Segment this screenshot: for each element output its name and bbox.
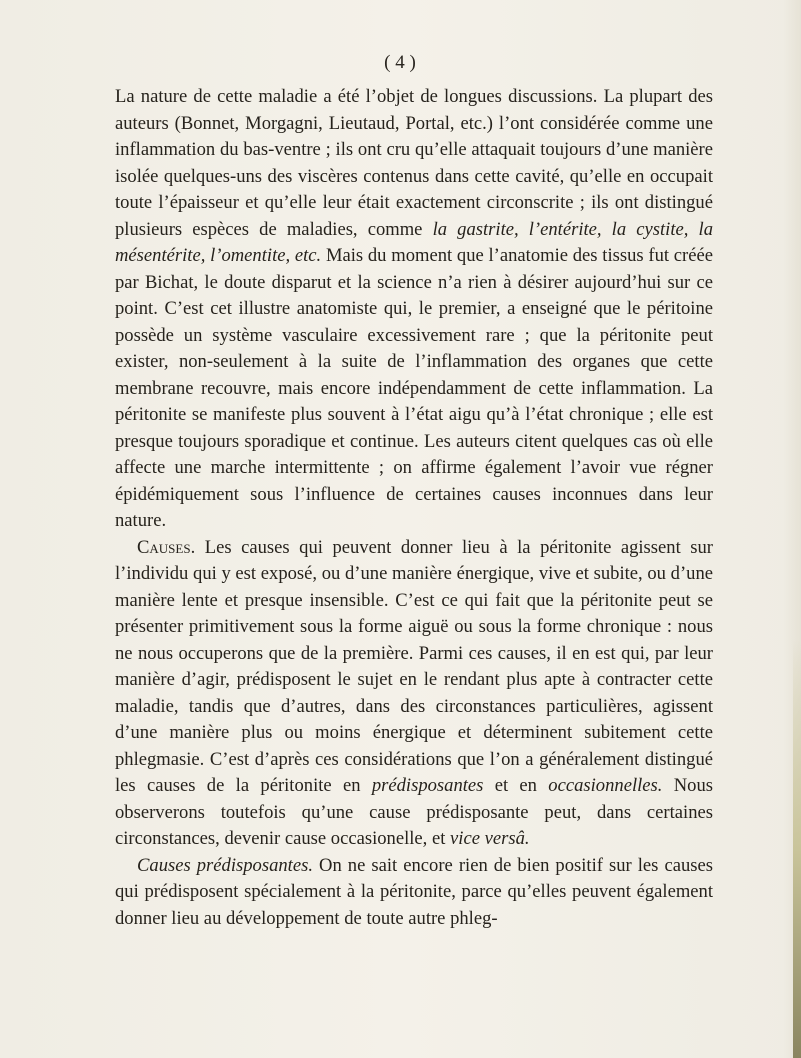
- page-edge-stain: [793, 640, 801, 1058]
- italic-segment: la gastrite, l’entérite, la cystite, la mésentérite, l’omentite, etc.: [115, 218, 713, 266]
- section-heading-causes-predisposantes: Causes prédisposantes.: [137, 854, 313, 876]
- section-heading-causes: Causes.: [137, 536, 196, 558]
- text-segment: Les causes qui peuvent donner lieu à la péritonite agissent sur l’individu qui y est exposé, ou d’une manière énergique, vive et subite, ou d’une manière lente et presque insensible. C’est ce qui fait que la péritonite peut se présenter primitivement sous la forme aiguë ou sous la forme chronique : nous ne nous occuperons que de la première. Parmi ces causes, il en est qui, par leur manière d’agir, prédisposent le sujet en le rendant plus apte à contracter cette maladie, tandis que d’autres, dans des circonstances particulières, agissent d’une manière plus ou moins énergique et déterminent subitement cette phlegmasie. C’est d’après ces considérations que l’on a généralement distingué les causes de la péritonite en: [115, 536, 713, 796]
- italic-segment: vice versâ.: [450, 828, 530, 849]
- paragraph-causes-predisposantes: [115, 853, 713, 933]
- body-text: [115, 84, 713, 932]
- page-number: ( 4 ): [384, 52, 416, 73]
- paragraph-causes: [115, 535, 713, 853]
- text-segment: On ne sait encore rien de bien positif sur les causes qui prédisposent spécialement à la péritonite, parce qu’elles peuvent également donner lieu au développement de toute autre phleg-: [115, 854, 713, 929]
- italic-segment: prédisposantes: [371, 775, 484, 796]
- text-segment: La nature de cette maladie a été l’objet de longues discussions. La plupart des auteurs (Bonnet, Morgagni, Lieutaud, Portal, etc.) l’ont considérée comme une inflammation du bas-ventre ; ils ont cru qu’elle attaquait toujours d’une manière isolée quelques-uns des viscères contenus dans cette cavité, qu’elle en occupait toute l’épaisseur et qu’elle leur était exactement circonscrite ; ils ont distingué plusieurs espèces de maladies, comme: [115, 86, 713, 240]
- paragraph-nature: [115, 84, 713, 535]
- italic-segment: occasionnelles.: [548, 775, 663, 796]
- text-segment: Nous observerons toutefois qu’une cause prédisposante peut, dans certaines circonstances, devenir cause occasionelle, et: [115, 775, 713, 849]
- text-segment: et en: [483, 775, 549, 796]
- text-segment: Mais du moment que l’anatomie des tissus fut créée par Bichat, le doute disparut et la science n’a rien à désirer aujourd’hui sur ce point. C’est cet illustre anatomiste qui, le premier, a enseigné que le péritoine possède un système vasculaire excessivement rare ; que la péritonite peut exister, non-seulement à la suite de l’inflammation des organes que cette membrane recouvre, mais encore indépendamment de cette inflammation. La péritonite se manifeste plus souvent à l’état aigu qu’à l’état chronique ; elle est presque toujours sporadique et continue. Les auteurs citent quelques cas où elle affecte une marche intermittente ; on affirme également l’avoir vue régner épidémiquement sous l’influence de certaines causes inconnues dans leur nature.: [115, 245, 713, 531]
